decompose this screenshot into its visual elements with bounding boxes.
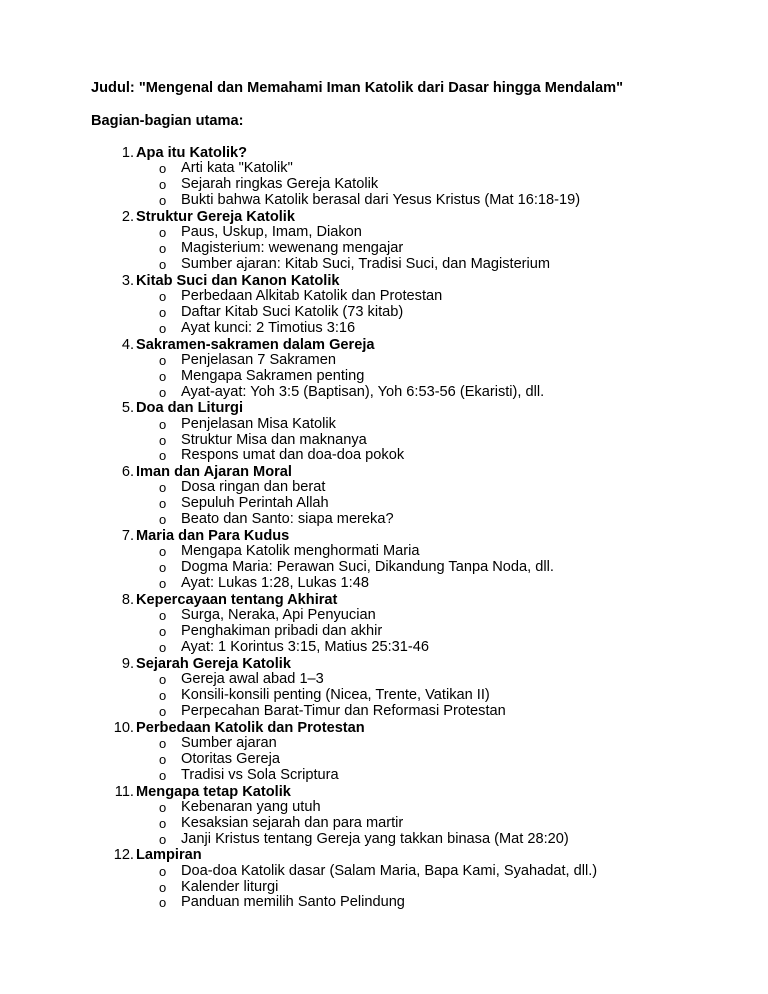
section-label: Sakramen-sakramen dalam Gereja xyxy=(136,336,375,353)
list-item-text: Mengapa Katolik menghormati Maria xyxy=(181,543,420,560)
list-item-text: Kesaksian sejarah dan para martir xyxy=(181,814,404,831)
list-item xyxy=(0,305,768,321)
hollow-bullet-icon: o xyxy=(159,751,167,767)
outline-section-heading xyxy=(0,784,768,800)
outline-section xyxy=(0,720,768,784)
list-item xyxy=(0,321,768,337)
list-item-text: Tradisi vs Sola Scriptura xyxy=(181,766,339,783)
list-item xyxy=(0,816,768,832)
section-label: Perbedaan Katolik dan Protestan xyxy=(136,719,365,736)
list-item-text: Sumber ajaran xyxy=(181,734,277,751)
list-item-text: Surga, Neraka, Api Penyucian xyxy=(181,607,376,624)
list-item-text: Perpecahan Barat-Timur dan Reformasi Protestan xyxy=(181,702,506,719)
outline-section xyxy=(0,273,768,337)
hollow-bullet-icon: o xyxy=(159,352,167,368)
hollow-bullet-icon: o xyxy=(159,687,167,703)
list-item xyxy=(0,417,768,433)
list-item xyxy=(0,560,768,576)
hollow-bullet-icon: o xyxy=(159,672,167,688)
outline-section-heading xyxy=(0,720,768,736)
hollow-bullet-icon: o xyxy=(159,320,167,336)
section-number: 3. xyxy=(121,272,134,289)
list-item-text: Dosa ringan dan berat xyxy=(181,479,326,496)
list-item-text: Gereja awal abad 1–3 xyxy=(181,671,324,688)
hollow-bullet-icon: o xyxy=(159,192,167,208)
list-item xyxy=(0,193,768,209)
list-item xyxy=(0,736,768,752)
outline-section xyxy=(0,592,768,656)
section-heading: Bagian-bagian utama: xyxy=(91,113,244,129)
section-number: 9. xyxy=(121,655,134,672)
list-item xyxy=(0,433,768,449)
list-item-text: Janji Kristus tentang Gereja yang takkan binasa (Mat 28:20) xyxy=(181,830,569,847)
hollow-bullet-icon: o xyxy=(159,240,167,256)
hollow-bullet-icon: o xyxy=(159,496,167,512)
outline-section-heading xyxy=(0,592,768,608)
list-item-text: Paus, Uskup, Imam, Diakon xyxy=(181,224,362,241)
outline-section-heading xyxy=(0,337,768,353)
document-title: Judul: "Mengenal dan Memahami Iman Katolik dari Dasar hingga Mendalam" xyxy=(91,80,624,96)
hollow-bullet-icon: o xyxy=(159,161,167,177)
section-label: Struktur Gereja Katolik xyxy=(136,208,295,225)
outline-section xyxy=(0,400,768,464)
section-number: 11. xyxy=(114,783,134,800)
section-number: 6. xyxy=(121,464,134,481)
list-item xyxy=(0,241,768,257)
outline-section-heading xyxy=(0,464,768,480)
outline-section xyxy=(0,784,768,848)
outline-section xyxy=(0,528,768,592)
hollow-bullet-icon: o xyxy=(159,863,167,879)
section-label: Doa dan Liturgi xyxy=(136,400,244,417)
list-item xyxy=(0,544,768,560)
list-item-text: Kalender liturgi xyxy=(181,878,279,895)
list-item-text: Sepuluh Perintah Allah xyxy=(181,495,329,512)
section-number: 2. xyxy=(121,208,134,225)
list-item xyxy=(0,512,768,528)
hollow-bullet-icon: o xyxy=(159,288,167,304)
hollow-bullet-icon: o xyxy=(159,384,167,400)
list-item-text: Bukti bahwa Katolik berasal dari Yesus Kristus (Mat 16:18-19) xyxy=(181,191,581,208)
list-item-text: Ayat kunci: 2 Timotius 3:16 xyxy=(181,319,356,336)
hollow-bullet-icon: o xyxy=(159,256,167,272)
section-number: 4. xyxy=(121,336,134,353)
list-item xyxy=(0,864,768,880)
list-item-text: Panduan memilih Santo Pelindung xyxy=(181,894,405,911)
hollow-bullet-icon: o xyxy=(159,448,167,464)
list-item xyxy=(0,576,768,592)
list-item-text: Daftar Kitab Suci Katolik (73 kitab) xyxy=(181,303,404,320)
list-item xyxy=(0,752,768,768)
outline-section xyxy=(0,656,768,720)
list-item-text: Beato dan Santo: siapa mereka? xyxy=(181,511,394,528)
section-number: 10. xyxy=(113,719,134,736)
section-label: Iman dan Ajaran Moral xyxy=(136,464,292,481)
hollow-bullet-icon: o xyxy=(159,512,167,528)
list-item-text: Ayat-ayat: Yoh 3:5 (Baptisan), Yoh 6:53-56 (Ekaristi), dll. xyxy=(181,383,545,400)
list-item xyxy=(0,895,768,911)
list-item-text: Struktur Misa dan maknanya xyxy=(181,431,367,448)
section-number: 5. xyxy=(121,400,134,417)
hollow-bullet-icon: o xyxy=(159,895,167,911)
outline-section xyxy=(0,337,768,401)
section-label: Apa itu Katolik? xyxy=(136,145,248,161)
list-item-text: Penjelasan 7 Sakramen xyxy=(181,351,336,368)
list-item-text: Konsili-konsili penting (Nicea, Trente, Vatikan II) xyxy=(181,686,490,703)
section-number: 12. xyxy=(113,847,134,864)
section-number: 7. xyxy=(121,528,134,545)
hollow-bullet-icon: o xyxy=(159,225,167,241)
list-item xyxy=(0,161,768,177)
list-item xyxy=(0,225,768,241)
list-item xyxy=(0,177,768,193)
list-item xyxy=(0,768,768,784)
list-item xyxy=(0,832,768,848)
list-item-text: Penghakiman pribadi dan akhir xyxy=(181,623,383,640)
list-item-text: Sumber ajaran: Kitab Suci, Tradisi Suci, dan Magisterium xyxy=(181,255,551,272)
list-item xyxy=(0,672,768,688)
hollow-bullet-icon: o xyxy=(159,368,167,384)
hollow-bullet-icon: o xyxy=(159,815,167,831)
list-item-text: Perbedaan Alkitab Katolik dan Protestan xyxy=(181,287,443,304)
outline-section-heading xyxy=(0,528,768,544)
hollow-bullet-icon: o xyxy=(159,639,167,655)
section-label: Kitab Suci dan Kanon Katolik xyxy=(136,272,340,289)
list-item xyxy=(0,369,768,385)
list-item xyxy=(0,624,768,640)
hollow-bullet-icon: o xyxy=(159,799,167,815)
hollow-bullet-icon: o xyxy=(159,703,167,719)
list-item-text: Sejarah ringkas Gereja Katolik xyxy=(181,176,379,193)
hollow-bullet-icon: o xyxy=(159,432,167,448)
list-item-text: Ayat: Lukas 1:28, Lukas 1:48 xyxy=(181,575,369,592)
section-label: Sejarah Gereja Katolik xyxy=(136,655,291,672)
outline-section-heading xyxy=(0,145,768,161)
list-item xyxy=(0,385,768,401)
hollow-bullet-icon: o xyxy=(159,624,167,640)
hollow-bullet-icon: o xyxy=(159,831,167,847)
list-item-text: Ayat: 1 Korintus 3:15, Matius 25:31-46 xyxy=(181,638,429,655)
list-item-text: Penjelasan Misa Katolik xyxy=(181,415,336,432)
outline-section xyxy=(0,464,768,528)
section-number: 1. xyxy=(121,145,134,161)
list-item xyxy=(0,608,768,624)
outline-section-heading xyxy=(0,847,768,863)
list-item-text: Doa-doa Katolik dasar (Salam Maria, Bapa Kami, Syahadat, dll.) xyxy=(181,862,598,879)
section-label: Kepercayaan tentang Akhirat xyxy=(136,592,338,609)
hollow-bullet-icon: o xyxy=(159,304,167,320)
list-item-text: Dogma Maria: Perawan Suci, Dikandung Tanpa Noda, dll. xyxy=(181,559,554,576)
list-item-text: Mengapa Sakramen penting xyxy=(181,367,365,384)
hollow-bullet-icon: o xyxy=(159,576,167,592)
hollow-bullet-icon: o xyxy=(159,767,167,783)
list-item-text: Respons umat dan doa-doa pokok xyxy=(181,447,405,464)
list-item xyxy=(0,257,768,273)
outline-section-heading xyxy=(0,656,768,672)
list-item-text: Arti kata "Katolik" xyxy=(181,160,293,177)
section-number: 8. xyxy=(121,592,134,609)
list-item xyxy=(0,289,768,305)
section-label: Lampiran xyxy=(136,847,202,864)
list-item xyxy=(0,448,768,464)
outline-section-heading xyxy=(0,209,768,225)
hollow-bullet-icon: o xyxy=(159,735,167,751)
hollow-bullet-icon: o xyxy=(159,879,167,895)
list-item xyxy=(0,688,768,704)
list-item-text: Kebenaran yang utuh xyxy=(181,798,321,815)
list-item-text: Magisterium: wewenang mengajar xyxy=(181,239,404,256)
list-item-text: Otoritas Gereja xyxy=(181,750,280,767)
list-item xyxy=(0,353,768,369)
outline-section-heading xyxy=(0,273,768,289)
outline-list xyxy=(0,145,768,911)
hollow-bullet-icon: o xyxy=(159,608,167,624)
outline-section xyxy=(0,145,768,209)
list-item xyxy=(0,800,768,816)
outline-section xyxy=(0,847,768,911)
list-item xyxy=(0,640,768,656)
list-item xyxy=(0,704,768,720)
section-label: Maria dan Para Kudus xyxy=(136,528,290,545)
hollow-bullet-icon: o xyxy=(159,416,167,432)
list-item xyxy=(0,480,768,496)
hollow-bullet-icon: o xyxy=(159,560,167,576)
hollow-bullet-icon: o xyxy=(159,480,167,496)
section-label: Mengapa tetap Katolik xyxy=(136,783,291,800)
hollow-bullet-icon: o xyxy=(159,544,167,560)
hollow-bullet-icon: o xyxy=(159,177,167,193)
list-item xyxy=(0,880,768,896)
outline-section xyxy=(0,209,768,273)
list-item xyxy=(0,496,768,512)
outline-section-heading xyxy=(0,400,768,416)
